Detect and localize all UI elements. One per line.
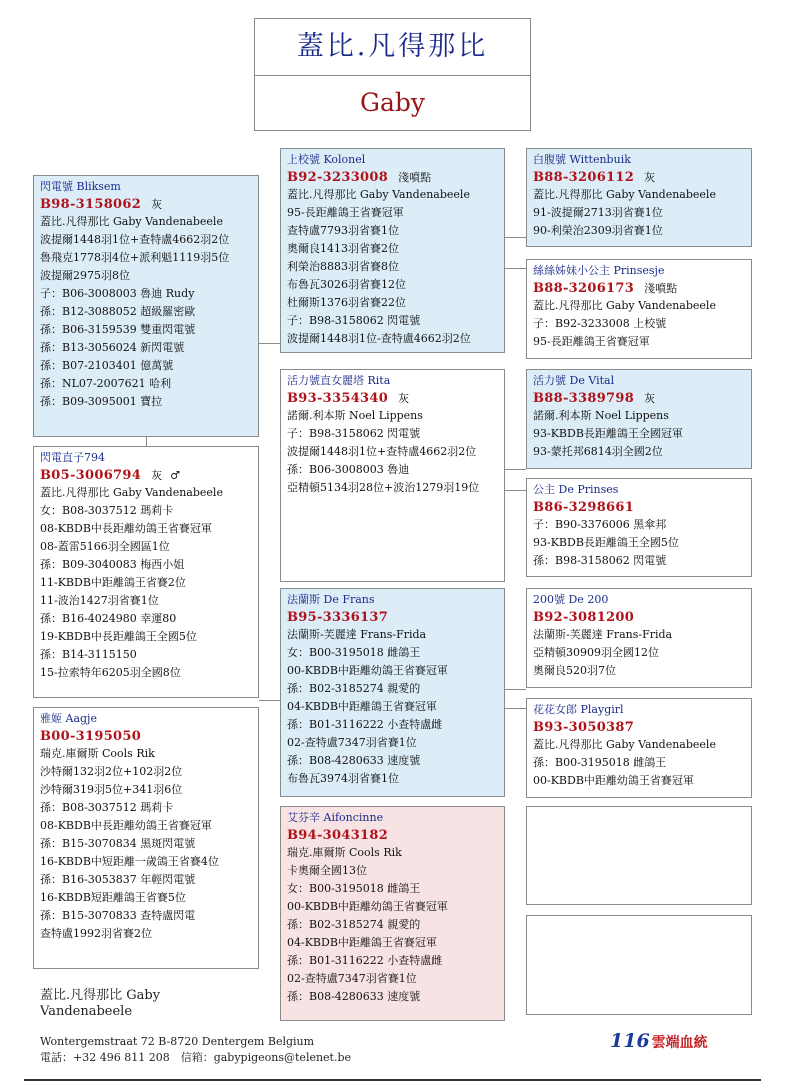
detail-line: 00-KBDB中距離幼鴿王省賽冠軍 <box>287 664 448 677</box>
detail-line: 16-KBDB中短距離一歲鴿王省賽4位 <box>40 855 219 868</box>
detail-line: 19-KBDB中長距離鴿王全國5位 <box>40 630 197 643</box>
detail-line: 子：B98-3158062 閃電號 <box>287 427 421 440</box>
pigeon-details <box>287 186 498 348</box>
pigeon-name: 法蘭斯 De Frans <box>287 593 375 606</box>
detail-line: 子：B90-3376006 黑傘邦 <box>533 518 667 531</box>
detail-line: 00-KBDB中距離幼鴿王省賽冠軍 <box>533 774 694 787</box>
detail-line: 孫：B06-3008003 魯迪 <box>287 463 410 476</box>
pigeon-color: 灰 <box>398 392 410 405</box>
detail-line: 法蘭斯-芙麗達 Frans-Frida <box>533 628 673 641</box>
pedigree-box-dam <box>33 707 259 969</box>
pedigree-box-great-grandparent <box>526 148 752 247</box>
detail-line: 子：B98-3158062 閃電號 <box>287 314 421 327</box>
ring-number: B93-3354340 <box>287 391 389 406</box>
pigeon-color: 灰 <box>644 171 656 184</box>
detail-line: 諾爾.利本斯 Noel Lippens <box>533 409 669 422</box>
pigeon-details <box>533 736 745 790</box>
pedigree-box-great-grandparent <box>526 698 752 798</box>
detail-line: 11-波治1427羽省賽1位 <box>40 594 159 607</box>
connector-line <box>259 343 280 344</box>
detail-line: 波提爾1448羽1位+查特盧4662羽2位 <box>287 445 477 458</box>
header-title-english: Gaby <box>359 88 425 117</box>
detail-line: 波提爾2975羽8位 <box>40 269 130 282</box>
pigeon-color: 淺噴點 <box>398 171 432 184</box>
detail-line: 孫：B08-4280633 速度號 <box>287 754 421 767</box>
detail-line: 孫：B09-3095001 寶拉 <box>40 395 163 408</box>
pigeon-name: 上校號 Kolonel <box>287 153 366 166</box>
detail-line: 孫：B16-3053837 年輕閃電號 <box>40 873 196 886</box>
detail-line: 孫：B08-4280633 速度號 <box>287 990 421 1003</box>
detail-line: 蓋比.凡得那比 Gaby Vandenabeele <box>533 738 716 751</box>
ring-number: B92-3081200 <box>533 610 635 625</box>
pigeon-details <box>287 844 498 1006</box>
detail-line: 蓋比.凡得那比 Gaby Vandenabeele <box>533 299 716 312</box>
detail-line: 11-KBDB中距離鴿王省賽2位 <box>40 576 186 589</box>
detail-line: 波提爾1448羽1位+查特盧4662羽2位 <box>40 233 230 246</box>
pedigree-box-great-grandparent <box>526 478 752 577</box>
connector-line <box>146 437 147 446</box>
ring-number: B92-3233008 <box>287 170 389 185</box>
pigeon-name: 活力號 De Vital <box>533 374 615 387</box>
ring-number: B86-3298661 <box>533 500 635 515</box>
ring-number: B00-3195050 <box>40 729 142 744</box>
pigeon-color: 灰 <box>151 198 163 211</box>
detail-line: 瑞克.庫爾斯 Cools Rik <box>287 846 402 859</box>
detail-line: 女：B08-3037512 瑪莉卡 <box>40 504 174 517</box>
pigeon-color: 灰 <box>644 392 656 405</box>
detail-line: 孫：B07-2103401 億萬號 <box>40 359 174 372</box>
detail-line: 孫：B98-3158062 閃電號 <box>533 554 667 567</box>
detail-line: 布魯瓦3026羽省賽12位 <box>287 278 406 291</box>
detail-line: 波提爾1448羽1位-查特盧4662羽2位 <box>287 332 471 345</box>
ring-number: B05-3006794 <box>40 468 142 483</box>
detail-line: 16-KBDB短距離鴿王省賽5位 <box>40 891 186 904</box>
pigeon-details <box>287 626 498 788</box>
pigeon-details <box>533 516 745 570</box>
connector-line <box>505 268 526 269</box>
breeder-address: Wontergemstraat 72 B-8720 Dentergem Belgium <box>40 1035 315 1048</box>
pedigree-box-sire <box>33 175 259 437</box>
detail-line: 蓋比.凡得那比 Gaby Vandenabeele <box>40 215 223 228</box>
detail-line: 布魯瓦3974羽省賽1位 <box>287 772 399 785</box>
detail-line: 法蘭斯-芙麗達 Frans-Frida <box>287 628 427 641</box>
detail-line: 孫：B01-3116222 小查特盧雌 <box>287 718 443 731</box>
connector-line <box>505 708 526 709</box>
detail-line: 孫：B02-3185274 親愛的 <box>287 682 421 695</box>
detail-line: 查特盧1992羽省賽2位 <box>40 927 152 940</box>
pigeon-name: 200號 De 200 <box>533 593 609 606</box>
ring-number: B98-3158062 <box>40 197 142 212</box>
connector-line <box>505 237 526 238</box>
detail-line: 奧爾良1413羽省賽2位 <box>287 242 399 255</box>
detail-line: 利榮治8883羽省賽8位 <box>287 260 399 273</box>
detail-line: 90-利榮治2309羽省賽1位 <box>533 224 663 237</box>
detail-line: 08-KBDB中長距離幼鴿王省賽冠軍 <box>40 819 212 832</box>
detail-line: 91-波提爾2713羽省賽1位 <box>533 206 663 219</box>
pigeon-details <box>533 297 745 351</box>
pedigree-box-grandsire-paternal <box>280 148 505 353</box>
ring-number: B88-3389798 <box>533 391 635 406</box>
pigeon-name: 白腹號 Wittenbuik <box>533 153 631 166</box>
detail-line: 93-KBDB長距離鴿王全國5位 <box>533 536 679 549</box>
detail-line: 蓋比.凡得那比 Gaby Vandenabeele <box>533 188 716 201</box>
detail-line: 女：B00-3195018 雌鴿王 <box>287 882 421 895</box>
pigeon-name: 閃電號 Bliksem <box>40 180 121 193</box>
pedigree-box-great-grandparent <box>526 369 752 469</box>
connector-line <box>505 490 526 491</box>
detail-line: 瑞克.庫爾斯 Cools Rik <box>40 747 155 760</box>
detail-line: 子：B06-3008003 魯迪 Rudy <box>40 287 195 300</box>
ring-number: B88-3206112 <box>533 170 635 185</box>
connector-line <box>259 700 280 701</box>
detail-line: 孫：B09-3040083 梅西小姐 <box>40 558 185 571</box>
detail-line: 杜爾斯1376羽省賽22位 <box>287 296 406 309</box>
pigeon-name: 花花女郎 Playgirl <box>533 703 624 716</box>
divider <box>24 1079 761 1081</box>
detail-line: 04-KBDB中距離鴿王省賽冠軍 <box>287 700 437 713</box>
detail-line: 奧爾良520羽7位 <box>533 664 616 677</box>
ring-number: B95-3336137 <box>287 610 389 625</box>
detail-line: 08-蓋雷5166羽全國區1位 <box>40 540 170 553</box>
breeder-contact: 電話：+32 496 811 208 信箱：gabypigeons@telenet.be <box>40 1051 352 1064</box>
detail-line: 93-蒙托邦6814羽全國2位 <box>533 445 663 458</box>
detail-line: 孫：B06-3159539 雙重閃電號 <box>40 323 196 336</box>
pigeon-details <box>40 213 252 411</box>
pigeon-details <box>40 484 252 682</box>
detail-line: 孫：NL07-2007621 哈利 <box>40 377 172 390</box>
detail-line: 孫：B15-3070834 黑斑閃電號 <box>40 837 196 850</box>
pedigree-box-great-grandparent <box>526 588 752 688</box>
pigeon-color: 淺噴點 <box>644 282 678 295</box>
pigeon-name: 活力號直女麗塔 Rita <box>287 374 391 387</box>
connector-line <box>505 469 526 470</box>
detail-line: 孫：B01-3116222 小查特盧雌 <box>287 954 443 967</box>
pedigree-box-grandsire-maternal <box>280 588 505 797</box>
detail-line: 孫：B12-3088052 超級羅密歐 <box>40 305 196 318</box>
detail-line: 93-KBDB長距離鴿王全國冠軍 <box>533 427 683 440</box>
detail-line: 沙特爾319羽5位+341羽6位 <box>40 783 183 796</box>
detail-line: 00-KBDB中距離幼鴿王省賽冠軍 <box>287 900 448 913</box>
detail-line: 孫：B08-3037512 瑪莉卡 <box>40 801 174 814</box>
detail-line: 魯飛克1778羽4位+派利魁1119羽5位 <box>40 251 230 264</box>
detail-line: 查特盧7793羽省賽1位 <box>287 224 399 237</box>
pedigree-header <box>254 18 531 131</box>
detail-line: 95-長距離鴿王省賽冠軍 <box>287 206 404 219</box>
male-sex-icon: ♂ <box>170 469 180 482</box>
ring-number: B93-3050387 <box>533 720 635 735</box>
pigeon-name: 雅姬 Aagje <box>40 712 97 725</box>
logo-number: 116 <box>610 1030 650 1052</box>
logo-text: 雲端血統 <box>651 1035 708 1051</box>
detail-line: 孫：B14-3115150 <box>40 648 137 661</box>
detail-line: 04-KBDB中距離鴿王省賽冠軍 <box>287 936 437 949</box>
detail-line: 孫：B16-4024980 幸運80 <box>40 612 177 625</box>
pedigree-box-subject <box>33 446 259 698</box>
detail-line: 沙特爾132羽2位+102羽2位 <box>40 765 183 778</box>
detail-line: 孫：B00-3195018 雌鴿王 <box>533 756 667 769</box>
pigeon-details <box>533 407 745 461</box>
pigeon-details <box>533 626 745 680</box>
pigeon-details <box>287 407 498 497</box>
detail-line: 02-查特盧7347羽省賽1位 <box>287 972 417 985</box>
detail-line: 卡奧爾全國13位 <box>287 864 367 877</box>
detail-line: 孫：B02-3185274 親愛的 <box>287 918 421 931</box>
pigeon-name: 艾芬辛 Aifoncinne <box>287 811 384 824</box>
logo <box>610 1030 708 1052</box>
pedigree-box-granddam-paternal <box>280 369 505 582</box>
ring-number: B88-3206173 <box>533 281 635 296</box>
pigeon-details <box>533 186 745 240</box>
pedigree-box-granddam-maternal <box>280 806 505 1021</box>
detail-line: 亞精頓30909羽全國12位 <box>533 646 659 659</box>
pigeon-name: 閃電直子794 <box>40 451 105 464</box>
detail-line: 蓋比.凡得那比 Gaby Vandenabeele <box>287 188 470 201</box>
breeder-name: 蓋比.凡得那比 Gaby Vandenabeele <box>40 988 161 1019</box>
pigeon-name: 公主 De Prinses <box>533 483 619 496</box>
connector-line <box>505 689 526 690</box>
ring-number: B94-3043182 <box>287 828 389 843</box>
detail-line: 孫：B15-3070833 查特盧閃電 <box>40 909 196 922</box>
detail-line: 亞精頓5134羽28位+波治1279羽19位 <box>287 481 480 494</box>
pedigree-box-empty <box>526 806 752 905</box>
pigeon-details <box>40 745 252 943</box>
detail-line: 08-KBDB中長距離幼鴿王省賽冠軍 <box>40 522 212 535</box>
pigeon-name: 絲絲姊妹小公主 Prinsesje <box>533 264 665 277</box>
pedigree-box-empty <box>526 915 752 1015</box>
header-title-chinese: 蓋比.凡得那比 <box>255 19 530 76</box>
detail-line: 15-拉索特年6205羽全國8位 <box>40 666 181 679</box>
detail-line: 女：B00-3195018 雌鴿王 <box>287 646 421 659</box>
detail-line: 蓋比.凡得那比 Gaby Vandenabeele <box>40 486 223 499</box>
detail-line: 子：B92-3233008 上校號 <box>533 317 667 330</box>
pedigree-box-great-grandparent <box>526 259 752 359</box>
detail-line: 孫：B13-3056024 新閃電號 <box>40 341 185 354</box>
pigeon-color: 灰 <box>151 469 163 482</box>
detail-line: 諾爾.利本斯 Noel Lippens <box>287 409 423 422</box>
detail-line: 02-查特盧7347羽省賽1位 <box>287 736 417 749</box>
detail-line: 95-長距離鴿王省賽冠軍 <box>533 335 650 348</box>
